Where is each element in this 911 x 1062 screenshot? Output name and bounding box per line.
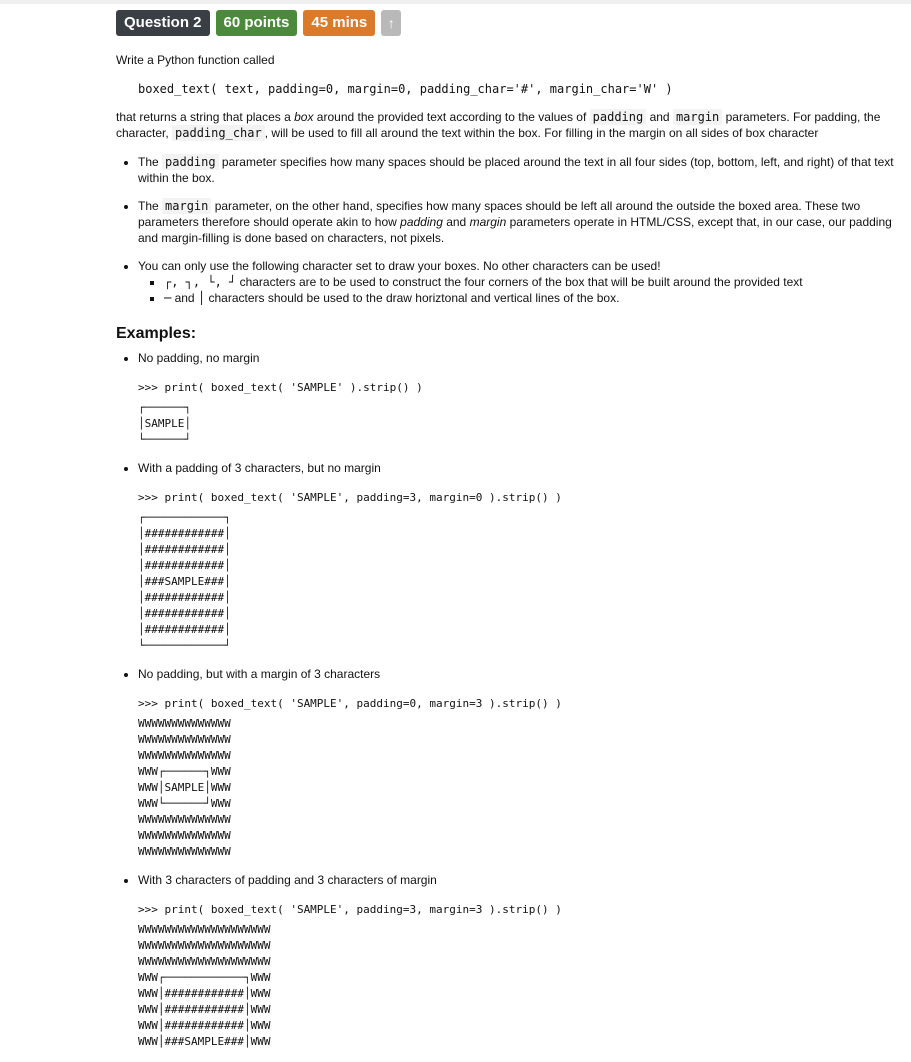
desc-text-5: , will be used to fill all around the text within the box. For filling in the margin on all sides of box character xyxy=(264,126,819,140)
examples-list xyxy=(116,350,901,1050)
charset-corners xyxy=(164,274,901,290)
example-code: >>> print( boxed_text( 'SAMPLE' ).strip() ) xyxy=(138,381,423,394)
function-signature: boxed_text( text, padding=0, margin=0, padding_char='#', margin_char='W' ) xyxy=(138,82,673,96)
desc-text-1: that returns a string that places a xyxy=(116,110,295,124)
rule-text: and xyxy=(442,215,470,229)
points-badge: 60 points xyxy=(216,10,298,36)
code-padding: padding xyxy=(590,109,647,125)
example-item xyxy=(138,350,901,448)
rules-list xyxy=(116,154,901,306)
example-item xyxy=(138,872,901,1050)
rule-text: parameter, on the other hand, specifies how many spaces should be left all around the outside the boxed area. These two parameters therefore should operate akin to how xyxy=(138,199,861,229)
rule-em-padding: padding xyxy=(400,215,443,229)
rule-padding xyxy=(138,154,901,186)
code-margin: margin xyxy=(162,198,211,214)
intro-text: Write a Python function called xyxy=(116,53,275,67)
rule-charset xyxy=(138,258,901,306)
top-bar xyxy=(0,0,911,4)
example-code: >>> print( boxed_text( 'SAMPLE', padding=3, margin=3 ).strip() ) xyxy=(138,903,562,916)
desc-box-word: box xyxy=(294,110,314,124)
rule-em-margin: margin xyxy=(469,215,507,229)
examples-heading: Examples: xyxy=(116,325,197,342)
rule-text: The xyxy=(138,155,163,169)
corner-chars: ┌, ┐, └, ┘ xyxy=(164,275,237,289)
rule-text: You can only use the following character set to draw your boxes. No other characters can be used! xyxy=(138,259,661,273)
example-label: No padding, but with a margin of 3 characters xyxy=(138,667,381,681)
rule-text: parameters operate in HTML/CSS, except that, in our case, our padding and margin-filling is done based on characters, not pixels. xyxy=(138,215,892,245)
time-badge: 45 mins xyxy=(303,10,375,36)
question-header xyxy=(116,10,401,36)
charset-text: and xyxy=(171,291,198,305)
example-item xyxy=(138,460,901,654)
line-char-vertical: │ xyxy=(197,291,206,305)
description xyxy=(116,109,901,141)
example-item xyxy=(138,666,901,860)
charset-text: characters are to be used to construct the four corners of the box that will be built around the provided text xyxy=(236,275,803,289)
example-label: With a padding of 3 characters, but no margin xyxy=(138,461,381,475)
example-label: No padding, no margin xyxy=(138,351,260,365)
example-code: >>> print( boxed_text( 'SAMPLE', padding=3, margin=0 ).strip() ) xyxy=(138,491,562,504)
code-padding: padding xyxy=(162,154,219,170)
example-code: >>> print( boxed_text( 'SAMPLE', padding=0, margin=3 ).strip() ) xyxy=(138,697,562,710)
rule-text: parameter specifies how many spaces should be placed around the text in all four sides (top, bottom, left, and right) of that text within the box. xyxy=(138,155,894,185)
question-number-badge: Question 2 xyxy=(116,10,210,36)
example-label: With 3 characters of padding and 3 characters of margin xyxy=(138,873,437,887)
example-output: WWWWWWWWWWWWWW WWWWWWWWWWWWWW WWWWWWWWWWWWWW WWW┌──────┐WWW WWW│SAMPLE│WWW WWW└──────┘WWW WWWWWWWWWWWWWW WWWWWWWWWWWWWW WWWWWWWWWWWWWW xyxy=(138,717,231,858)
arrow-up-icon[interactable]: ↑ xyxy=(381,10,401,36)
desc-text-2: around the provided text according to the values of xyxy=(313,110,590,124)
desc-text-3: and xyxy=(646,110,673,124)
charset-lines xyxy=(164,290,901,306)
charset-text: characters should be used to the draw horiztonal and vertical lines of the box. xyxy=(205,291,620,305)
charset-list xyxy=(138,274,901,306)
example-output: WWWWWWWWWWWWWWWWWWWW WWWWWWWWWWWWWWWWWWWW WWWWWWWWWWWWWWWWWWWW WWW┌────────────┐WWW WWW│############│WWW WWW│############│WWW WWW│############│WWW WWW│###SAMPLE###│WWW xyxy=(138,923,271,1048)
example-output: ┌────────────┐ │############│ │############│ │############│ │###SAMPLE###│ │############│ │############│ │############│ └────────────┘ xyxy=(138,511,231,652)
code-margin: margin xyxy=(673,109,722,125)
desc-text-4: parameters. For padding, the character, xyxy=(116,110,881,140)
code-padding-char: padding_char xyxy=(172,125,265,141)
question-body xyxy=(116,52,901,1062)
rule-margin xyxy=(138,198,901,246)
example-output: ┌──────┐ │SAMPLE│ └──────┘ xyxy=(138,401,191,446)
rule-text: The xyxy=(138,199,163,213)
line-char-horizontal: ─ xyxy=(164,291,172,305)
